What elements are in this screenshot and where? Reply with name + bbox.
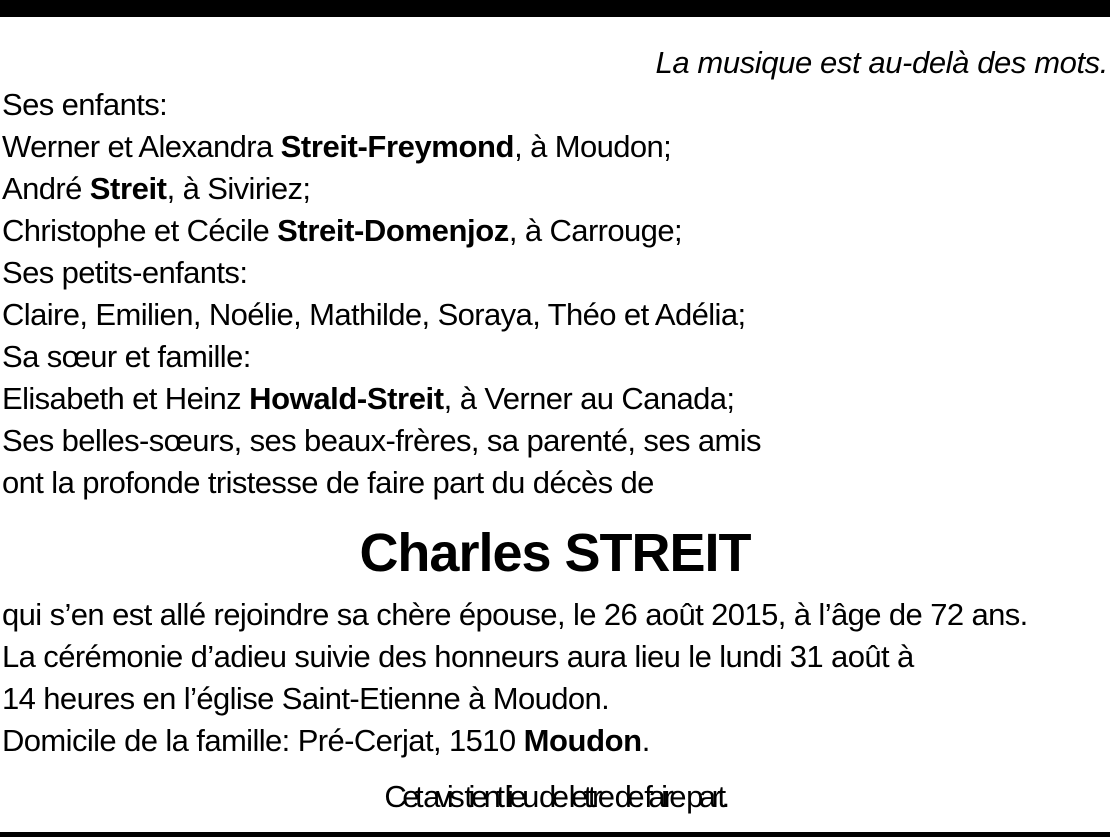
other-relatives: Ses belles-sœurs, ses beaux-frères, sa parenté, ses amis xyxy=(2,423,761,458)
sister-surname: Howald-Streit xyxy=(249,381,444,416)
ceremony-line-1: La cérémonie d’adieu suivie des honneurs aura lieu le lundi 31 août à xyxy=(2,639,914,674)
child-entry-werner xyxy=(2,126,671,168)
grandchildren-heading: Ses petits-enfants: xyxy=(2,255,248,290)
top-border-rule xyxy=(0,0,1110,17)
epigraph-quote: La musique est au-delà des mots. xyxy=(655,45,1108,80)
family-domicile xyxy=(2,720,650,762)
child-surname: Streit-Freymond xyxy=(280,129,515,164)
domicile-address: Domicile de la famille: Pré-Cerjat, 1510 xyxy=(2,723,524,758)
child-place: , à Carrouge; xyxy=(508,213,682,248)
death-info: qui s’en est allé rejoindre sa chère épouse, le 26 août 2015, à l’âge de 72 ans. xyxy=(2,597,1028,632)
child-surname: Streit xyxy=(89,171,167,206)
child-first-names: André xyxy=(2,171,90,206)
bottom-border-rule xyxy=(0,832,1110,837)
child-entry-andre xyxy=(2,168,310,210)
child-place: , à Moudon; xyxy=(514,129,672,164)
child-first-names: Werner et Alexandra xyxy=(2,129,281,164)
sister-heading: Sa sœur et famille: xyxy=(2,339,251,374)
sister-entry xyxy=(2,378,734,420)
deceased-name: Charles STREIT xyxy=(359,523,751,583)
announcement-text: ont la profonde tristesse de faire part du décès de xyxy=(2,465,654,500)
sister-place: , à Verner au Canada; xyxy=(443,381,735,416)
grandchildren-list: Claire, Emilien, Noélie, Mathilde, Soraya, Théo et Adélia; xyxy=(2,297,746,332)
domicile-town: Moudon xyxy=(523,723,642,758)
child-entry-christophe xyxy=(2,210,682,252)
sister-first-names: Elisabeth et Heinz xyxy=(2,381,250,416)
ceremony-line-2: 14 heures en l’église Saint-Etienne à Moudon. xyxy=(2,681,610,716)
children-heading: Ses enfants: xyxy=(2,87,168,122)
child-place: , à Siviriez; xyxy=(166,171,311,206)
child-first-names: Christophe et Cécile xyxy=(2,213,278,248)
domicile-end: . xyxy=(641,723,650,758)
closing-note: Cet avis tient lieu de lettre de faire part. xyxy=(384,779,726,814)
child-surname: Streit-Domenjoz xyxy=(277,213,509,248)
